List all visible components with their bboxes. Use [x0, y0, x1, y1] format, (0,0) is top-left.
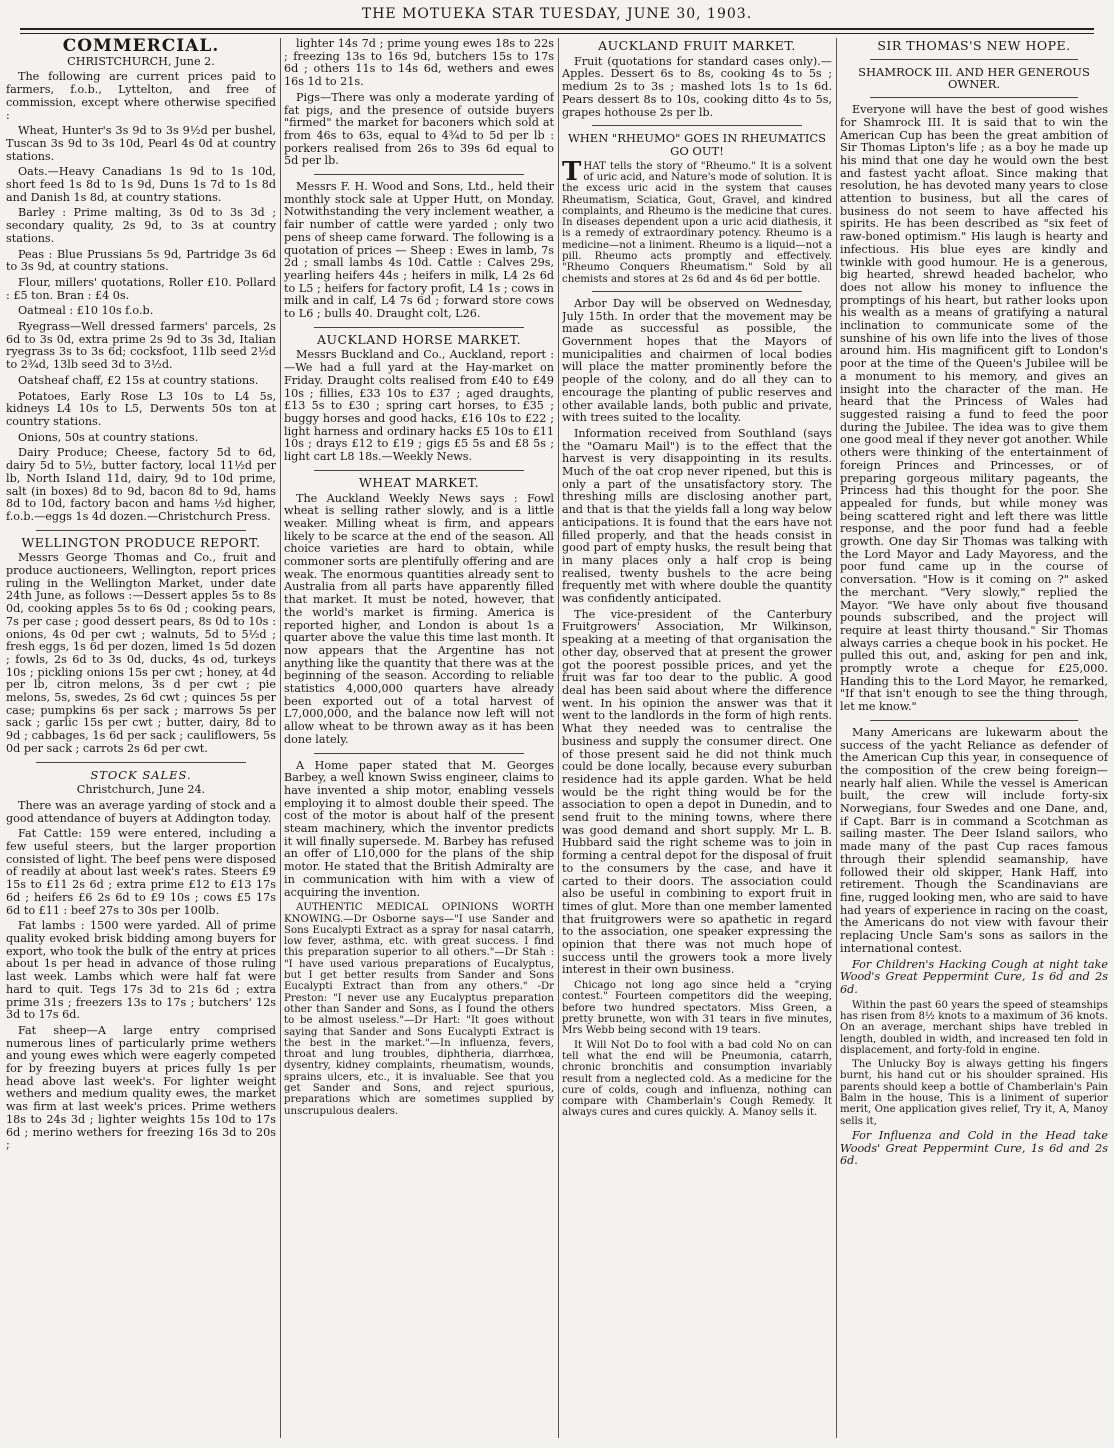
commercial-paragraph: Oatsheaf chaff, £2 15s at country stations. — [18, 373, 259, 387]
divider — [314, 753, 524, 754]
divider — [592, 125, 802, 126]
divider — [314, 327, 524, 328]
commercial-paragraph: Oats.—Heavy Canadians 1s 9d to 1s 10d, short feed 1s 8d to 1s 9d, Duns 1s 7d to 1s 8d and Danish 1s 8d, at country stations. — [6, 165, 276, 204]
southland-article: Information received from Southland (says the "Oamaru Mail") is to the effect that the harvest is very disappointing in its results. Much of the oat crop never ripened, but this is only a part of the unsatisfactory story. The threshing mills are disclosing another part, and that is that the yields fall a long way below anticipations. It is found that the ears have not filled properly, and that the heads consist in good part of empty husks, the result being that in many places only a half crop is being realised, twenty bushels to the acre being frequently met with where double the quantity was confidently anticipated. — [562, 426, 832, 606]
divider — [870, 720, 1078, 721]
commercial-paragraph: Peas : Blue Prussians 5s 9d, Partridge 3s 6d to 3s 9d, at country stations. — [6, 247, 276, 274]
divider — [36, 530, 246, 531]
stock-sales-paragraph: There was an average yarding of stock and a good attendance of buyers at Addington today. — [6, 798, 276, 825]
divider — [870, 97, 1078, 98]
steamships-article: Within the past 60 years the speed of steamships has risen from 8½ knots to a maximum of 36 knots. On an average, merchant ships have trebled in length, doubled in width, and increased ten fold in displacement, and forty-fold in engine. — [840, 999, 1108, 1056]
lipton-heading: SIR THOMAS'S NEW HOPE. — [877, 38, 1071, 53]
divider — [36, 762, 246, 763]
wood-sale-article: Messrs F. H. Wood and Sons, Ltd., held their monthly stock sale at Upper Hutt, on Monday. Notwithstanding the very inclement weather, a fair number of cattle were yarded ; only two pens of sheep came forward. The following is a quotation of prices — Sheep : Ewes in lamb, 7s 2d ; small lambs 4s 10d. Cattle : Calves 29s, yearling heifers 44s ; heifers in milk, L4 2s 6d to L5 ; heifers for factory profit, L4 1s ; cows in milk and in calf, L4 7s 6d ; forward store cows to L6 ; bulls 40. Draught colt, L26. — [284, 180, 554, 321]
commercial-paragraph: Flour, millers' quotations, Roller £10. Pollard : £5 ton. Bran : £4 0s. — [6, 275, 276, 302]
rheumo-dropcap: T — [562, 156, 582, 187]
ship-motor-article: A Home paper stated that M. Georges Barbey, a well known Swiss engineer, claims to have invented a ship motor, enabling vessels employing it to almost double their speed. The cost of the motor is about half of the present steam machinery, which the inventor predicts it will finally supersede. M. Barbey has refused an offer of L10,000 for the plans of the ship motor. He stated that the British Admiralty are in communication with him with a view of acquiring the invention. — [284, 758, 554, 899]
stock-sales-heading: STOCK SALES. — [90, 767, 192, 782]
stock-sales-paragraph: Pigs—There was only a moderate yarding of fat pigs, and the presence of outside buyers "firmed" the market for baconers which sold at from 46s to 63s, equal to 4¾d to 5d per lb : porkers realised from 26s to 39s 6d equal to 5d per lb. — [284, 90, 554, 168]
pain-balm-advert: The Unlucky Boy is always getting his fingers burnt, his hand cut or his shoulder sprained. His parents should keep a bottle of Chamberlain's Pain Balm in the house, This is a liniment of superior merit, One application gives relief, Try it, A, Manoy sells it, — [840, 1059, 1108, 1127]
influenza-advert: For Influenza and Cold in the Head take Woods' Great Peppermint Cure, 1s 6d and 2s 6d. — [840, 1128, 1108, 1168]
lipton-subheading: SHAMROCK III. AND HER GENEROUS OWNER. — [858, 64, 1090, 92]
wheat-market-heading: WHEAT MARKET. — [358, 474, 480, 490]
stock-sales-paragraph: Fat Cattle: 159 were entered, including a few useful steers, but the larger proportion consisted of light. The beef pens were disposed of readily at about last week's rates. Steers £9 15s to £11 2s 6d ; extra prime £12 to £13 17s 6d ; heifers £6 2s 6d to £9 10s ; cows £5 17s 6d to £11 : beef 27s to 30s per 100lb. — [6, 827, 276, 917]
divider — [314, 174, 524, 175]
column-divider — [558, 38, 559, 1438]
stock-sales-dateline: Christchurch, June 24. — [76, 783, 206, 797]
wellington-body — [6, 552, 276, 755]
eucalypti-advert: AUTHENTIC MEDICAL OPINIONS WORTH KNOWING.—Dr Osborne says—"I use Sander and Sons Eucalypti Extract as a spray for nasal catarrh, low fever, asthma, etc. with great success. I find this preparation superior to all others."—Dr Stah : "I have used various preparations of Eucalyptus, but I get better results from Sander and Sons Eucalypti Extract than from any others." -Dr Preston: "I never use any Eucalyptus preparation other than Sander and Sons, as I found the others to be almost useless."—Dr Hart: "It goes without saying that Sander and Sons Eucalypti Extract is the best in the market."—In influenza, fevers, throat and lung troubles, diphtheria, diarrhœa, dysentry, kidney complaints, rheumatism, wounds, sprains ulcers, etc., it is invaluable. See that you get Sander and Sons, and reject spurious, preparations which are sometimes supplied by unscrupulous dealers. — [284, 902, 554, 1117]
rheumo-heading: WHEN "RHEUMO" GOES IN RHEUMATICS GO OUT! — [567, 131, 827, 158]
wellington-heading: WELLINGTON PRODUCE REPORT. — [21, 534, 261, 550]
commercial-dateline: CHRISTCHURCH, June 2. — [67, 54, 215, 68]
lipton-body — [840, 104, 1108, 714]
horse-market-heading: AUCKLAND HORSE MARKET. — [316, 331, 522, 347]
fruit-market-heading: AUCKLAND FRUIT MARKET. — [598, 38, 796, 53]
column-divider — [836, 38, 837, 1438]
rheumo-text: HAT tells the story of "Rheumo." It is a solvent of uric acid, and Nature's mode of solution. It is the excess uric acid in the system that causes Rheumatism, Sciatica, Gout, Gravel, and kindred complaints, and Rheumo is the medicine that cures. In diseases dependent upon a uric acid diathesis, it is a remedy of extraordinary potency. Rheumo is a medicine—not a liniment. Rheumo is a liquid—not a pill. Rheumo acts promptly and effectively. "Rheumo Conquers Rheumatism." Sold by all chemists and stores at 2s 6d and 4s 6d per bottle. — [562, 160, 832, 285]
stock-sales-continued — [284, 38, 554, 168]
column-3 — [562, 38, 832, 1440]
rheumo-advert — [562, 156, 832, 285]
horse-market-article: Messrs Buckland and Co., Auckland, report :—We had a full yard at the Hay-market on Friday. Draught colts realised from £40 to £49 10s ; fillies, £33 10s to £37 ; aged draughts, £13 5s to £30 ; spring cart horses, to £35 ; buggy horses and good hacks, £16 10s to £22 ; light harness and ordinary hacks £5 10s to £11 10s ; drays £12 to £19 ; gigs £5 5s and £8 5s ; light cart L8 18s.—Weekly News. — [284, 348, 554, 464]
stock-sales-body — [6, 800, 276, 1152]
commercial-paragraph: Wheat, Hunter's 3s 9d to 3s 9½d per bushel, Tuscan 3s 9d to 3s 10d, Pearl 4s 0d at country stations. — [6, 124, 276, 163]
peppermint-cure-advert: For Children's Hacking Cough at night take Wood's Great Peppermint Cure, 1s 6d and 2s 6d. — [840, 957, 1108, 996]
masthead: THE MOTUEKA STAR TUESDAY, JUNE 30, 1903. — [361, 6, 753, 22]
commercial-body — [6, 71, 276, 523]
masthead-rule — [20, 28, 1094, 34]
column-2 — [284, 38, 554, 1440]
crying-contest-article: Chicago not long ago since held a "crying contest." Fourteen competitors did the weeping, before two hundred spectators. Miss Green, a pretty brunette, won with 31 tears in five minutes, Mrs Webb being second with 19 tears. — [562, 980, 832, 1037]
divider — [870, 59, 1078, 60]
divider — [314, 470, 524, 471]
commercial-heading: COMMERCIAL. — [62, 38, 220, 56]
commercial-paragraph: Barley : Prime malting, 3s 0d to 3s 3d ; secondary quality, 2s 9d, to 3s at country stations. — [6, 206, 276, 245]
commercial-paragraph: Oatmeal : £10 10s f.o.b. — [18, 304, 154, 318]
commercial-paragraph: Potatoes, Early Rose L3 10s to L4 5s, kidneys L4 10s to L5, Derwents 50s ton at country stations. — [6, 389, 276, 428]
lipton-paragraph: Everyone will have the best of good wishes for Shamrock III. It is said that to win the American Cup has been the great ambition of Sir Thomas Lipton's life ; as a boy he made up his mind that one day he would own the best and fastest yacht afloat. Since making that resolution, he has devoted many years to close attention to business, but all the cares of business do not seem to have affected his spirits. He has been described as "six feet of raw-boned optimism." His laugh is hearty and infectious. His blue eyes are kindly and twinkle with good humour. He is a generous, big hearted, shrewd headed bachelor, who does not allow his money to influence the promptings of his heart, but rather looks upon his wealth as a means of gratifying a natural inclination to communicate some of the sunshine of his own life into the lives of those around him. His magnificent gift to London's poor at the time of the Queen's Jubilee will be a monument to his memory, and gives an insight into the character of the man. He heard that the Princess of Wales had suggested raising a fund to feed the poor during the Jubilee. The idea was to give them one good meal if they never got another. While others were thinking of the entertainment of foreign Princes and Princesses, or of preparing gorgeous military pageants, the Princess had this thought for the poor. She appealed for funds, but while money was being scattered right and left there was little response, and the poor fund had a feeble growth. One day Sir Thomas was talking with the Lord Mayor and Lady Mayoress, and the poor fund came up in the course of conversation. "How is it coming on ?" asked the merchant. "Very slowly," replied the Mayor. "We have only about five thousand pounds subscribed, and the project will require at least thirty thousand." Sir Thomas always carries a cheque book in his pocket. He pulled this out, and, asking for pen and ink, promptly wrote a cheque for £25,000. Handing this to the Lord Mayor, he remarked, "If that isn't enough to see the thing through, let me know." — [840, 103, 1108, 714]
cough-remedy-advert: It Will Not Do to fool with a bad cold No on can tell what the end will be Pneumonia, catarrh, chronic bronchitis and consumption invariably result from a neglected cold. As a medicine for the cure of colds, cough and influenza, nothing can compare with Chamberlain's Cough Remedy. It always cures and cures quickly. A. Manoy sells it. — [562, 1039, 832, 1119]
reliance-crew-article: Many Americans are lukewarm about the success of the yacht Reliance as defender of the American Cup this year, in consequence of the composition of the crew being foreign—nearly half alien. While the vessel is American built, the crew will include forty-six Norwegians, four Swedes and one Dane, and, if Capt. Barr is in command a Scotchman as sailing master. The Deer Island sailors, who made many of the past Cup races famous through their splendid seamanship, have followed their old skipper, Hank Haff, into retirement. Though the Scandinavians are fine, rugged looking men, who are said to have had years of experience in racing on the coast, the Americans do not view with favour their replacing Uncle Sam's sons as sailors in the international contest. — [840, 725, 1108, 955]
commercial-paragraph: Dairy Produce; Cheese, factory 5d to 6d, dairy 5d to 5½, butter factory, local 11½d per lb, North Island 11d, dairy, 9d to 10d prime, salt (in boxes) 8d to 9d, bacon 8d to 9d, hams 8d to 10d, factory bacon and hams ½d higher, f.o.b.—eggs 1s 4d dozen.—Christchurch Press. — [6, 446, 276, 523]
stock-sales-paragraph: Fat sheep—A large entry comprised numerous lines of particularly prime wethers and young ewes which were eagerly competed for by freezing buyers at prices fully 1s per head above last week's. For lighter weight wethers and medium quality ewes, the market was firm at last week's prices. Prime wethers 18s to 24s 3d ; lighter weights 15s 10d to 17s 6d ; merino wethers for freezing 16s 3d to 20s ; — [6, 1023, 276, 1152]
column-divider — [280, 38, 281, 1438]
stock-sales-paragraph: Fat lambs : 1500 were yarded. All of prime quality evoked brisk bidding among buyers for export, who took the bulk of the entry at prices about 1s per head in advance of those ruling last week. Lambs which were half fat were hard to quit. Tegs 17s 3d to 21s 6d ; extra prime 31s ; freezers 13s to 17s ; butchers' 12s 3d to 17s 6d. — [6, 919, 276, 1022]
stock-sales-paragraph: lighter 14s 7d ; prime young ewes 18s to 22s ; freezing 13s to 16s 9d, butchers 15s to 17s 6d ; others 11s to 14s 6d, wethers and ewes 16s 1d to 21s. — [284, 38, 554, 89]
column-1 — [6, 38, 276, 1440]
wellington-paragraph: Messrs George Thomas and Co., fruit and produce auctioneers, Wellington, report prices ruling in the Wellington Market, under date 24th June, as follows :—Dessert apples 5s to 8s 0d, cooking apples 5s to 6s 0d ; cooking pears, 7s per case ; good dessert pears, 8s 0d to 10s : onions, 4s 0d per cwt ; walnuts, 5d to 5½d ; fresh eggs, 1s 6d per dozen, limed 1s 5d dozen ; fowls, 2s 6d to 3s 0d, ducks, 4s od, turkeys 10s ; pickling onions 15s per cwt ; honey, at 4d per lb, citron melons, 3s d per cwt ; pie melons, 5s, swedes, 2s 6d cwt ; quinces 5s per case; pumpkins 6s per sack ; marrows 5s per sack ; garlic 15s per cwt ; butter, dairy, 8d to 9d ; cabbages, 1s 6d per sack ; cauliflowers, 5s 0d per sack ; carrots 2s 6d per cwt. — [6, 551, 276, 755]
column-4 — [840, 38, 1108, 1440]
fruitgrowers-article: The vice-president of the Canterbury Fruitgrowers' Association, Mr Wilkinson, speaking at a meeting of that organisation the other day, observed that at present the grower got the poorest possible prices, and yet the fruit was far too dear to the public. A good deal has been said about where the difference went. In his opinion the answer was that it went to the landlords in the form of high rents. What they needed was to centralise the business and supply the consumer direct. One of those present said he did not think much could be done locally, because every suburban residence had its apple garden. What be held would be the right thing would be for the association to open a depot in Dunedin, and to send fruit to the mining towns, where there was good demand and short supply. Mr L. B. Hubbard said the right scheme was to join in forming a central depot for the disposal of fruit to the consumers by the case, and have it carted to their doors. The association could also be useful in combining to export fruit in times of glut. More than one member lamented that fruitgrowers were so apathetic in regard to the association, one speaker expressing the opinion that there was not much hope of success until the growers took a more lively interest in their own business. — [562, 607, 832, 977]
wheat-market-article: The Auckland Weekly News says : Fowl wheat is selling rather slowly, and is a little weaker. Milling wheat is firm, and appears likely to be scarce at the end of the season. All choice varieties are hard to obtain, while commoner sorts are plentifully offering and are weak. The enormous quantities already sent to Australia from all parts have apparently filled that market. It must be noted, however, that the world's market is firming. America is reported higher, and London is about 1s a quarter above the value this time last month. It now appears that the Argentine has not anything like the quantity that there was at the beginning of the season. According to reliable statistics 4,000,000 quarters have already been exported out of a total harvest of L7,000,000, and the balance now left will not allow wheat to be thrown away as it has been done lately. — [284, 491, 554, 746]
divider — [592, 291, 802, 292]
commercial-paragraph: Ryegrass—Well dressed farmers' parcels, 2s 6d to 3s 0d, extra prime 2s 9d to 3s 3d, Italian ryegrass 3s to 3s 6d; cocksfoot, 11lb seed 2½d to 2¾d, 13lb seed 3d to 3½d. — [6, 320, 276, 372]
commercial-paragraph: The following are current prices paid to farmers, f.o.b., Lyttelton, and free of commission, except where otherwise specified : — [6, 70, 276, 122]
arbor-day-article: Arbor Day will be observed on Wednesday, July 15th. In order that the movement may be made as successful as possible, the Government hopes that the Mayors of municipalities and chairmen of local bodies will place the matter prominently before the people of the colony, and do all they can to encourage the planting of public reserves and other available lands, both public and private, with trees suited to the locality. — [562, 296, 832, 425]
commercial-paragraph: Onions, 50s at country stations. — [18, 430, 199, 444]
fruit-market-article: Fruit (quotations for standard cases only).—Apples. Dessert 6s to 8s, cooking 4s to 5s ; medium 2s to 3s ; mashed lots 1s to 1s 6d. Pears dessert 8s to 10s, cooking ditto 4s to 5s, grapes hothouse 2s per lb. — [562, 54, 832, 119]
